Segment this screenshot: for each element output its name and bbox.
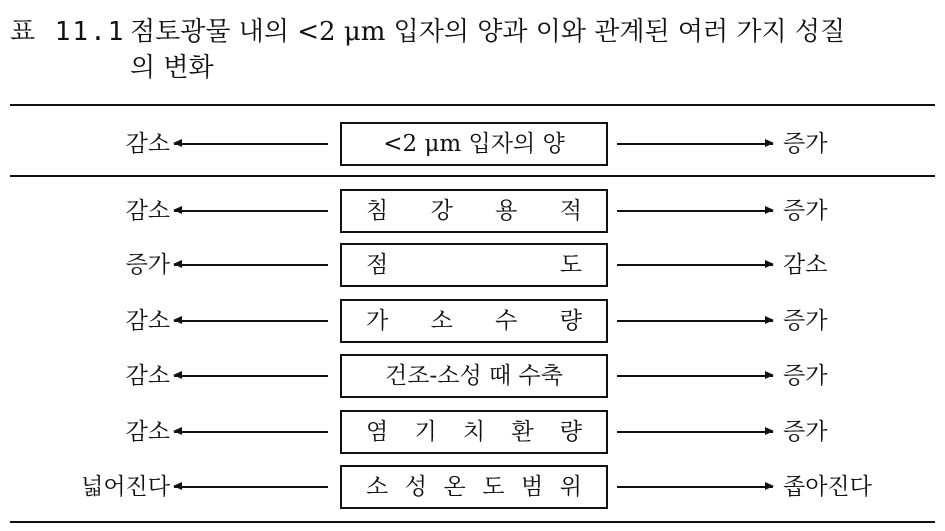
left-arrow: [174, 143, 328, 145]
table-row: [10, 354, 935, 398]
left-arrow: [174, 431, 328, 433]
row-property-box: 가 소 수 량: [340, 299, 608, 343]
left-arrow: [174, 375, 328, 377]
row-right-label: 증가: [783, 419, 828, 445]
caption-line-1: [10, 14, 935, 50]
header-box: <2 μm 입자의 양: [340, 122, 608, 166]
right-arrow: [617, 143, 773, 145]
right-arrow: [617, 486, 773, 488]
right-arrow: [617, 210, 773, 212]
right-arrow: [617, 264, 773, 266]
row-left-label: 넓어진다: [81, 474, 170, 500]
row-left-label: 감소: [125, 198, 170, 224]
caption-title-continued: 의 변화: [130, 53, 214, 83]
caption-line-2: [10, 50, 935, 86]
table-number: 표 11.1: [10, 17, 126, 47]
row-property-box: 염 기 치 환 량: [340, 410, 608, 454]
row-left-label: 증가: [125, 252, 170, 278]
row-right-label: 증가: [783, 308, 828, 334]
left-arrow: [174, 320, 328, 322]
right-arrow: [617, 320, 773, 322]
left-arrow: [174, 210, 328, 212]
table-row: [10, 299, 935, 343]
right-arrow: [617, 431, 773, 433]
row-property-box: 점 도: [340, 243, 608, 287]
header-rule: [10, 175, 935, 177]
row-right-label: 증가: [783, 363, 828, 389]
left-arrow: [174, 264, 328, 266]
right-arrow: [617, 375, 773, 377]
row-left-label: 감소: [125, 363, 170, 389]
table-row: [10, 243, 935, 287]
header-left-label: 감소: [125, 131, 170, 157]
top-rule: [10, 104, 935, 106]
table-row: [10, 465, 935, 509]
row-property-box: 건조-소성 때 수축: [340, 354, 608, 398]
header-right-label: 증가: [783, 131, 828, 157]
caption-title: 점토광물 내의 <2 μm 입자의 양과 이와 관계된 여러 가지 성질: [130, 17, 846, 47]
header-row: [10, 122, 935, 166]
row-right-label: 감소: [783, 252, 828, 278]
table-caption: [10, 14, 935, 86]
row-left-label: 감소: [125, 419, 170, 445]
row-right-label: 증가: [783, 198, 828, 224]
row-left-label: 감소: [125, 308, 170, 334]
row-right-label: 좁아진다: [783, 474, 872, 500]
row-property-box: 침 강 용 적: [340, 189, 608, 233]
left-arrow: [174, 486, 328, 488]
row-property-box: 소 성 온 도 범 위: [340, 465, 608, 509]
table-row: [10, 189, 935, 233]
bottom-rule: [10, 521, 935, 523]
table-row: [10, 410, 935, 454]
